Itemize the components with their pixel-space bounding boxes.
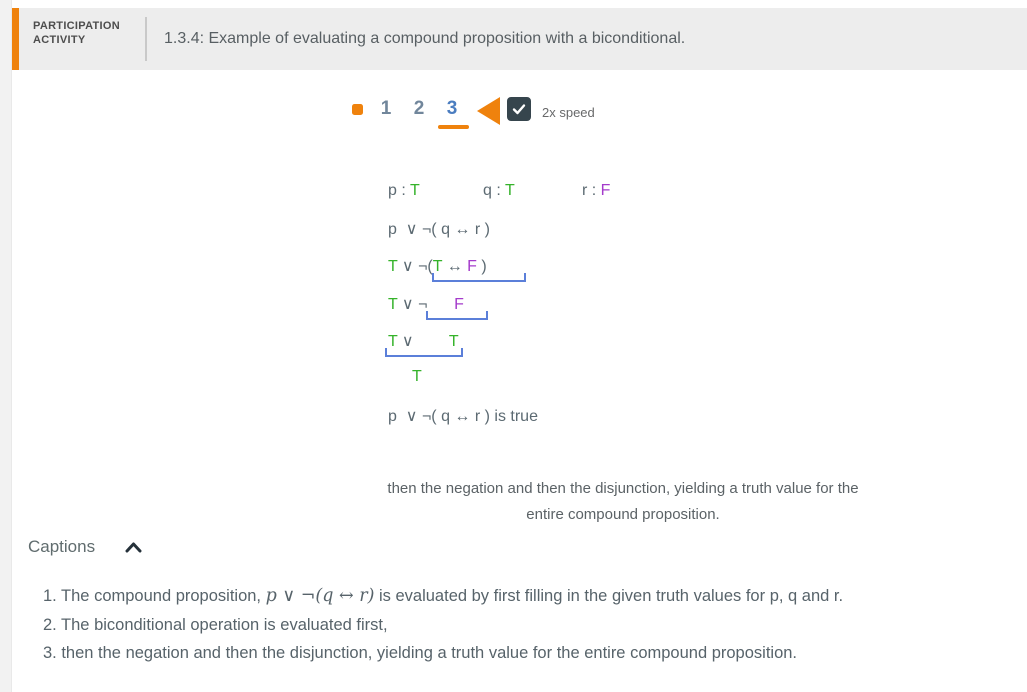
truth-value-green: T [388, 296, 398, 313]
header-divider [145, 17, 147, 61]
speed-checkbox[interactable] [507, 97, 531, 121]
activity-type-label [33, 19, 141, 70]
math-token: ) [476, 258, 487, 275]
math-line [388, 219, 490, 239]
captions-toggle [28, 537, 142, 557]
math-token: p : [388, 182, 410, 199]
activity-type-label-line2: ACTIVITY [33, 34, 86, 46]
math-line [483, 182, 515, 200]
truth-value-green: T [388, 258, 398, 275]
math-token: ∨ [397, 333, 449, 350]
active-step-underline [438, 125, 469, 129]
math-line [388, 406, 538, 426]
activity-accent-bar [12, 8, 19, 70]
triangle-left-icon[interactable] [477, 97, 500, 125]
animation-caption [233, 476, 1013, 528]
math-line [388, 182, 420, 200]
truth-value-purple: F [454, 296, 464, 313]
truth-value-green: T [432, 258, 443, 275]
activity-title: 1.3.4: Example of evaluating a compound proposition with a biconditional. [164, 30, 686, 47]
math-token: ↔ [442, 258, 468, 275]
step-button-3[interactable]: 3 [446, 98, 458, 119]
caption-item: 3. then the negation and then the disjunction, yielding a truth value for the entire compound proposition. [43, 644, 798, 662]
evaluation-bracket [385, 348, 463, 357]
truth-value-green: T [409, 182, 420, 199]
evaluation-bracket [426, 311, 488, 320]
animation-caption-line: then the negation and then the disjunction, yielding a truth value for the [387, 480, 859, 497]
step-button-1[interactable]: 1 [380, 98, 392, 119]
captions-label: Captions [28, 537, 96, 556]
truth-value-purple: F [467, 258, 477, 275]
math-line [412, 368, 422, 386]
captions-list [43, 582, 1013, 668]
caption-item: 2. The biconditional operation is evaluated first, [43, 615, 388, 634]
step-button-2[interactable]: 2 [413, 98, 425, 119]
activity-type-label-line1: PARTICIPATION [33, 20, 121, 32]
page-left-gutter [0, 0, 12, 692]
caption-math-expression: p ∨ ¬(q ↔ r) [265, 586, 375, 606]
math-token: r : [582, 182, 601, 199]
evaluation-bracket [432, 273, 526, 282]
truth-value-green: T [504, 182, 515, 199]
caption-item: 1. The compound proposition, p ∨ ¬(q ↔ r) is evaluated by first filling in the given truth values for p, q and r. [43, 586, 844, 606]
speed-label: 2x speed [542, 105, 595, 120]
truth-value-green: T [388, 333, 398, 350]
math-token: p ∨ ¬( q ↔ r ) [388, 221, 490, 238]
animation-caption-line: entire compound proposition. [526, 506, 720, 523]
math-token: ∨ ¬ [397, 296, 455, 313]
chevron-up-icon[interactable] [125, 541, 142, 556]
math-line [582, 182, 610, 200]
truth-value-purple: F [600, 182, 611, 199]
activity-header [12, 8, 1027, 70]
math-token: ∨ ¬( [397, 258, 433, 275]
math-token: p ∨ ¬( q ↔ r ) is true [388, 408, 538, 425]
truth-value-green: T [412, 368, 422, 385]
check-icon [511, 101, 527, 117]
truth-value-green: T [448, 333, 459, 350]
math-token: q : [483, 182, 505, 199]
progress-square-icon [352, 104, 363, 115]
